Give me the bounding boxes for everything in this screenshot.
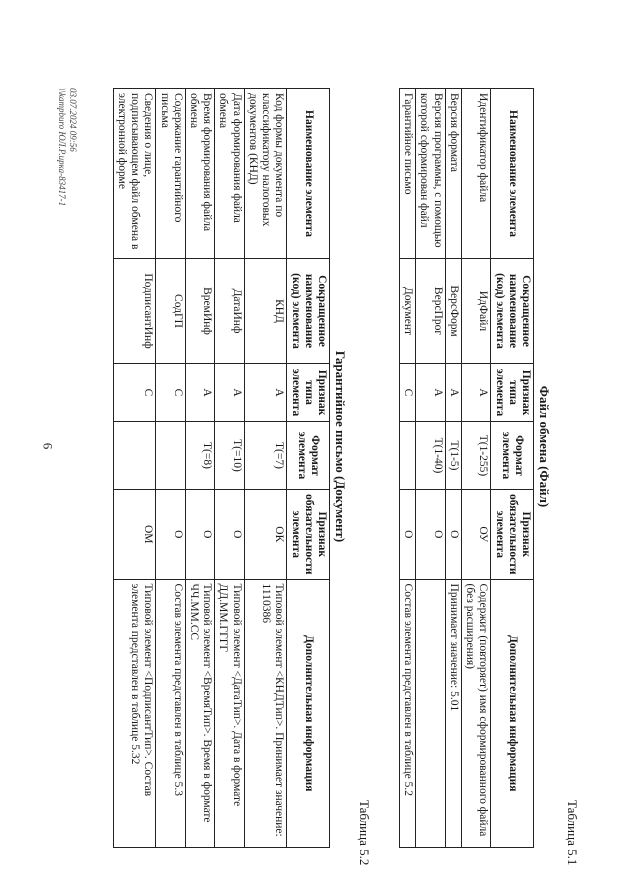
table-cell: А xyxy=(244,364,287,422)
table-cell: КНД xyxy=(244,259,287,364)
table-cell: С xyxy=(156,364,185,422)
table-cell: Типовой элемент <ПодписантТип>. Состав элемента представлен в таблице 5.32 xyxy=(113,579,156,847)
table-cell: О xyxy=(400,490,416,580)
table-cell: ПодписантИнф xyxy=(113,259,156,364)
table-cell: А xyxy=(445,364,461,422)
footer-timestamp: 03.07.2024 09:56 xyxy=(68,88,78,152)
table-cell: А xyxy=(215,364,244,422)
table-cell: Сведения о лице, подписывающем файл обмена в электронной форме xyxy=(113,89,156,259)
table-cell: ОМ xyxy=(113,490,156,580)
table-row xyxy=(416,89,445,848)
table-row xyxy=(156,89,185,848)
table-cell: Идентификатор файла xyxy=(461,89,490,259)
table-row xyxy=(215,89,244,848)
table2-header-row xyxy=(287,89,330,848)
table-cell: А xyxy=(461,364,490,422)
table-cell xyxy=(113,422,156,490)
header-cell: Формат элемента xyxy=(491,422,534,490)
table-row xyxy=(461,89,490,848)
table-cell: О xyxy=(185,490,214,580)
table-cell: ВерсФорм xyxy=(445,259,461,364)
table2-label: Таблица 5.2 xyxy=(357,800,372,866)
header-cell: Признак обязательности элемента xyxy=(491,490,534,580)
table-cell: Т(1-40) xyxy=(416,422,445,490)
table-cell: Принимает значение: 5.01 xyxy=(445,579,461,847)
footer-path: \\kampburo ЮЛ.Р.ирка-83417-1 xyxy=(57,88,68,207)
table-cell xyxy=(156,422,185,490)
table-cell: Документ xyxy=(400,259,416,364)
table1-caption: Файл обмена (Файл) xyxy=(537,385,552,508)
table-cell: ВерсПрог xyxy=(416,259,445,364)
header-cell: Формат элемента xyxy=(287,422,330,490)
table1-label: Таблица 5.1 xyxy=(565,800,580,866)
table-cell: Версия программы, с помощью которой сформирован файл xyxy=(416,89,445,259)
table1-header-row xyxy=(491,89,534,848)
table-cell: ВремИнф xyxy=(185,259,214,364)
header-cell: Признак обязательности элемента xyxy=(287,490,330,580)
table-cell: Код формы документа по классификатору налоговых документов (КНД) xyxy=(244,89,287,259)
table-cell: Версия формата xyxy=(445,89,461,259)
table-cell: Т(=10) xyxy=(215,422,244,490)
table2 xyxy=(113,88,330,848)
table-cell: О xyxy=(416,490,445,580)
table-cell: ИдФайл xyxy=(461,259,490,364)
table-cell: О xyxy=(156,490,185,580)
header-cell: Признак типа элемента xyxy=(287,364,330,422)
header-cell: Сокращенное наименование (код) элемента xyxy=(287,259,330,364)
header-cell: Наименование элемента xyxy=(287,89,330,259)
table-cell: Типовой элемент <КНДТип>. Принимает значение: 1110386 xyxy=(244,579,287,847)
table-row xyxy=(445,89,461,848)
table-cell: Типовой элемент <ДатаТип>. Дата в формате ДД.ММ.ГГГГ xyxy=(215,579,244,847)
header-cell: Наименование элемента xyxy=(491,89,534,259)
table-row xyxy=(185,89,214,848)
table-cell: Т(=8) xyxy=(185,422,214,490)
header-cell: Дополнительная информация xyxy=(287,579,330,847)
table1 xyxy=(399,88,534,848)
table-cell: ОК xyxy=(244,490,287,580)
table-cell: С xyxy=(113,364,156,422)
header-cell: Сокращенное наименование (код) элемента xyxy=(491,259,534,364)
table-cell: Типовой элемент <ВремяТип>. Время в формате ЧЧ.ММ.СС xyxy=(185,579,214,847)
table-row xyxy=(244,89,287,848)
header-cell: Дополнительная информация xyxy=(491,579,534,847)
table2-caption: Гарантийное письмо (Документ) xyxy=(333,350,348,543)
header-cell: Признак типа элемента xyxy=(491,364,534,422)
table-cell: ДатаИнф xyxy=(215,259,244,364)
table-cell: Состав элемента представлен в таблице 5.2 xyxy=(400,579,416,847)
page-number: 6 xyxy=(40,442,56,450)
table-cell: Дата формирования файла обмена xyxy=(215,89,244,259)
table-cell: Содержит (повторяет) имя сформированного файла (без расширения) xyxy=(461,579,490,847)
footer-stamp xyxy=(56,88,78,206)
table-cell: А xyxy=(416,364,445,422)
table-cell: Содержание гарантийного письма xyxy=(156,89,185,259)
table-cell: Т(=7) xyxy=(244,422,287,490)
table-cell: ОУ xyxy=(461,490,490,580)
table-cell xyxy=(416,579,445,847)
table-cell: Т(1-255) xyxy=(461,422,490,490)
table-cell: О xyxy=(215,490,244,580)
table-cell: С xyxy=(400,364,416,422)
table-cell: Гарантийное письмо xyxy=(400,89,416,259)
table-cell: А xyxy=(185,364,214,422)
table-cell xyxy=(400,422,416,490)
table-row xyxy=(400,89,416,848)
table-cell: О xyxy=(445,490,461,580)
table-row xyxy=(113,89,156,848)
table-cell: СодГП xyxy=(156,259,185,364)
table-cell: Состав элемента представлен в таблице 5.3 xyxy=(156,579,185,847)
table-cell: Время формирования файла обмена xyxy=(185,89,214,259)
table-cell: Т(1-5) xyxy=(445,422,461,490)
